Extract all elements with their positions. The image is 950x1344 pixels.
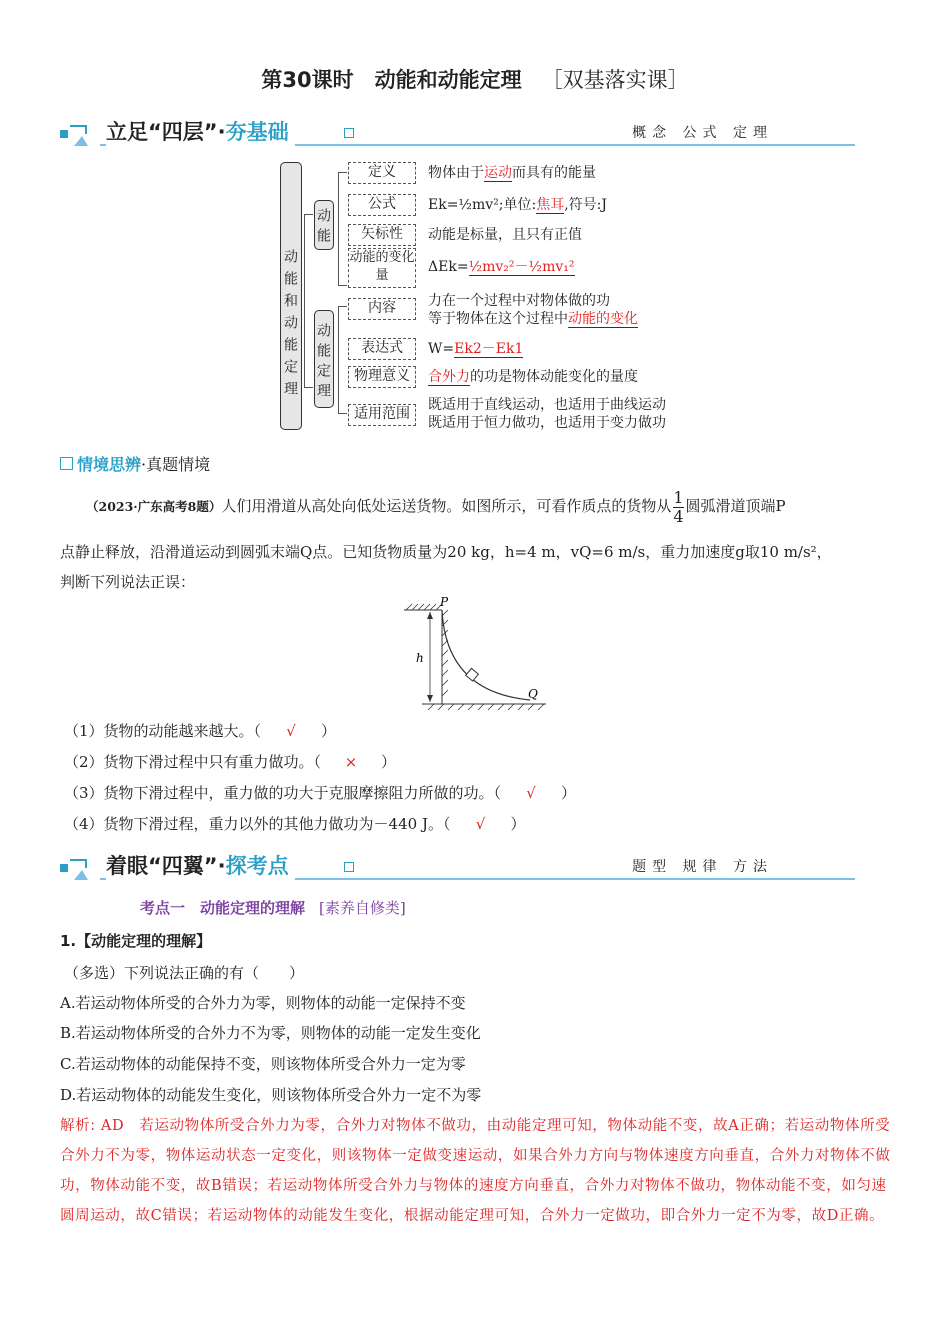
- map-desc-meaning: 合外力的功是物体动能变化的量度: [428, 369, 638, 385]
- fraction: $\frac{1}{4}$: [673, 487, 684, 526]
- judgement-4: （4）货物下滑过程，重力以外的其他力做功为－440 J。（ √ ）: [64, 815, 526, 833]
- situation-heading: 情境思辨·真题情境: [60, 452, 210, 475]
- map-node-theorem: 动能定理: [314, 310, 334, 408]
- map-desc-change: ΔEk=½mv₂²－½mv₁²: [428, 259, 575, 275]
- kaodian-title: 考点一 动能定理的理解 [素养自修类]: [140, 899, 406, 917]
- problem-source: （2023·广东高考8题）: [86, 499, 222, 514]
- map-tag-content: 内容: [348, 298, 416, 320]
- map-desc-content-line2: 等于物体在这个过程中动能的变化: [428, 311, 638, 327]
- slide-figure: [400, 596, 552, 714]
- problem-line2: 点静止释放，沿滑道运动到圆弧末端Q点。已知货物质量为20 kg，h=4 m，vQ=6 m/s，重力加速度g取10 m/s²，: [60, 543, 832, 561]
- judgement-3: （3）货物下滑过程中，重力做的功大于克服摩擦阻力所做的功。（ √ ）: [64, 784, 577, 802]
- map-tag-scope: 适用范围: [348, 404, 416, 426]
- banner-heading: 着眼“四翼”·探考点: [106, 850, 295, 880]
- judgement-1: （1）货物的动能越来越大。（ √ ）: [64, 722, 337, 740]
- q1-option-a: A.若运动物体所受的合外力为零，则物体的动能一定保持不变: [60, 994, 466, 1012]
- label-h: h: [416, 651, 424, 665]
- arc-track: [442, 610, 530, 700]
- cargo-block: [466, 668, 479, 681]
- map-tag-scalar: 矢标性: [348, 224, 416, 246]
- map-tag-change: 动能的变化量: [348, 248, 416, 288]
- map-desc-definition: 物体由于运动而具有的能量: [428, 165, 596, 181]
- section-banner-exam: [60, 850, 855, 884]
- map-tag-meaning: 物理意义: [348, 366, 416, 388]
- title-main: 第30课时 动能和动能定理: [261, 68, 522, 92]
- q1-option-c: C.若运动物体的动能保持不变，则该物体所受合外力一定为零: [60, 1055, 466, 1073]
- title-sub: ［双基落实课］: [541, 68, 689, 92]
- label-q: Q: [528, 687, 538, 701]
- judgement-2: （2）货物下滑过程中只有重力做功。（ × ）: [64, 753, 397, 771]
- label-p: P: [440, 596, 449, 609]
- section-banner-basics: [60, 116, 855, 150]
- map-desc-formula: Ek=½mv²;单位:焦耳,符号:J: [428, 197, 608, 213]
- q1-analysis: 解析: AD 若运动物体所受合外力为零，合外力对物体不做功，由动能定理可知，物体动能不变，故A正确；若运动物体所受合外力不为零，物体运动状态一定变化，则该物体一定做变速运动，如果合外力方向与物体速度方向垂直，合外力对物体不做功，物体动能不变，故B错误；若运动物体所受合外力与物体的速度方向垂直，合外力对物体不做功，物体动能不变，如匀速圆周运动，故C错误；若运动物体的动能发生变化，根据动能定理可知，合外力一定做功，即合外力一定不为零，故D正确。: [60, 1118, 891, 1224]
- map-node-kinetic: 动能: [314, 200, 334, 250]
- banner-heading: 立足“四层”·夯基础: [106, 116, 295, 146]
- checkbox-icon: [60, 457, 73, 470]
- q1-heading: 1.【动能定理的理解】: [60, 932, 212, 950]
- map-tag-definition: 定义: [348, 162, 416, 184]
- banner-keywords: 概念 公式 定理: [628, 122, 777, 142]
- q1-option-b: B.若运动物体所受的合外力不为零，则物体的动能一定发生变化: [60, 1024, 481, 1042]
- problem-text: （2023·广东高考8题）人们用滑道从高处向低处运送货物。如图所示，可看作质点的货物从 $\frac{1}{4}$ 圆弧滑道顶端P: [86, 487, 786, 526]
- section-marker-icon: [60, 856, 90, 882]
- banner-keywords: 题型 规律 方法: [628, 856, 777, 876]
- q1-stem: （多选）下列说法正确的有（ ）: [64, 964, 305, 982]
- map-desc-scalar: 动能是标量，且只有正值: [428, 227, 582, 243]
- map-desc-scope-line2: 既适用于恒力做功，也适用于变力做功: [428, 415, 666, 431]
- concept-map: [278, 160, 678, 432]
- map-desc-expression: W=Ek2－Ek1: [428, 341, 524, 357]
- map-desc-content-line1: 力在一个过程中对物体做的功: [428, 293, 610, 309]
- q1-option-d: D.若运动物体的动能发生变化，则该物体所受合外力一定不为零: [60, 1086, 482, 1104]
- section-marker-icon: [60, 122, 90, 148]
- map-tag-expression: 表达式: [348, 338, 416, 360]
- page-title: [0, 64, 950, 94]
- map-desc-scope-line1: 既适用于直线运动，也适用于曲线运动: [428, 397, 666, 413]
- problem-line3: 判断下列说法正误：: [60, 573, 196, 591]
- map-root: 动能和动能定理: [280, 162, 302, 430]
- map-tag-formula: 公式: [348, 194, 416, 216]
